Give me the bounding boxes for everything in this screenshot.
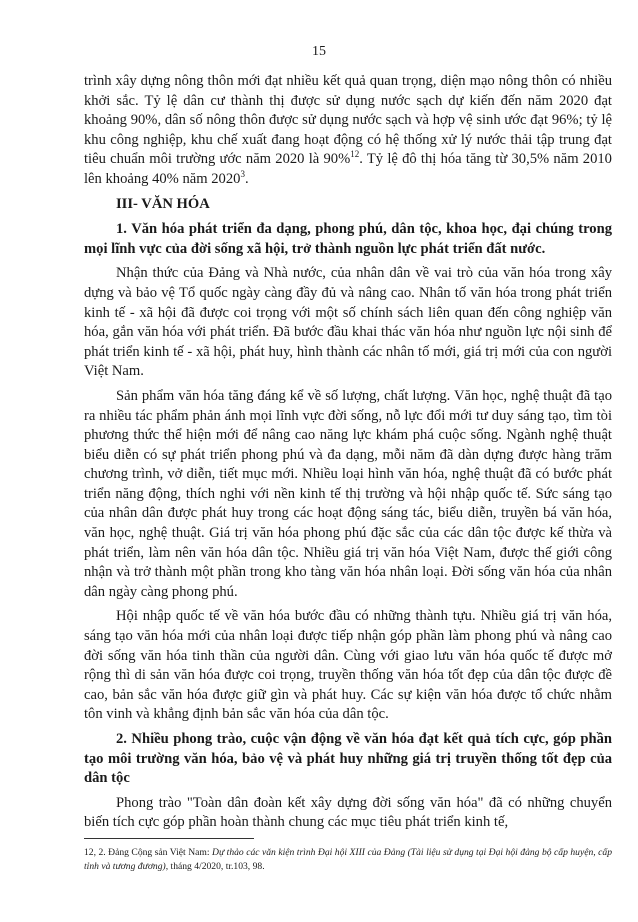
footnote (84, 846, 612, 874)
footnote-divider (84, 838, 254, 839)
subsection-heading-2: 2. Nhiều phong trào, cuộc vận động về văn hóa đạt kết quả tích cực, góp phần tạo môi trường văn hóa, bảo vệ và phát huy những giá trị truyền thống tốt đẹp của dân tộc (84, 731, 612, 787)
paragraph-text: trình xây dựng nông thôn mới đạt nhiều kết quả quan trọng, diện mạo nông thôn có nhiều khởi sắc. Tỷ lệ dân cư thành thị được sử dụng nước sạch dự kiến đến năm 2020 đạt khoảng 90%, dân số nông thôn được sử dụng nước sạch và hợp vệ sinh ước đạt 96%; tỷ lệ khu công nghiệp, khu chế xuất đang hoạt động có hệ thống xử lý nước thải tập trung đạt tiêu chuẩn môi trường ước năm 2020 là 90% (84, 73, 612, 168)
footnote-suffix: , tháng 4/2020, tr.103, 98. (165, 861, 265, 872)
paragraph: Nhận thức của Đảng và Nhà nước, của nhân dân về vai trò của văn hóa trong xây dựng và bảo vệ Tổ quốc ngày càng đầy đủ và nâng cao. Nhân tố văn hóa trong phát triển kinh tế - xã hội đã được coi trọng với một số chính sách liên quan đến công nghiệp văn hóa, gắn văn hóa với phát triển. Đã bước đầu khai thác văn hóa như nguồn lực nội sinh để phát triển kinh tế - xã hội, phát huy, hình thành các nhân tố mới, giá trị mới của con người Việt Nam. (84, 265, 612, 380)
footnote-title: Dự thảo các văn kiện trình Đại hội XIII của Đảng (Tài liệu sử dụng tại Đại hội đảng bộ cấp huyện, cấp tỉnh và tương đương) (84, 847, 613, 872)
page-content (84, 72, 612, 838)
paragraph-intro (84, 72, 612, 190)
footnote-ref-3[interactable]: 3 (240, 169, 245, 180)
footnote-prefix: 12, 2. Đảng Cộng sản Việt Nam: (84, 847, 213, 858)
paragraph-text: . Tỷ lệ đô thị hóa tăng từ 30,5% năm 2010 lên khoảng 40% năm 2020 (84, 151, 612, 187)
section-heading: III- VĂN HÓA (116, 195, 210, 212)
paragraph-text: . (244, 170, 249, 187)
paragraph: Hội nhập quốc tế về văn hóa bước đầu có những thành tựu. Nhiều giá trị văn hóa, sáng tạo văn hóa mới của nhân loại được tiếp nhận góp phần làm phong phú và nâng cao đời sống văn hóa tinh thần của người dân. Cùng với giao lưu văn hóa quốc tế được mở rộng thì di sản văn hóa được coi trọng, truyền thống văn hóa tốt đẹp của dân tộc được đề cao, bản sắc văn hóa được giữ gìn và phát huy. Các sự kiện văn hóa được tổ chức nhằm tôn vinh và khẳng định bản sắc văn hóa của dân tộc. (84, 608, 612, 723)
footnote-ref-12[interactable]: 12 (350, 149, 360, 160)
paragraph: Phong trào "Toàn dân đoàn kết xây dựng đời sống văn hóa" đã có những chuyển biến tích cực góp phần hoàn thành chung các mục tiêu phát triển kinh tế, (84, 794, 612, 831)
subsection-heading-1: 1. Văn hóa phát triển đa dạng, phong phú, dân tộc, khoa học, đại chúng trong mọi lĩnh vực của đời sống xã hội, trở thành nguồn lực phát triển đất nước. (84, 221, 612, 257)
paragraph: Sản phẩm văn hóa tăng đáng kể về số lượng, chất lượng. Văn học, nghệ thuật đã tạo ra nhiều tác phẩm phản ánh mọi lĩnh vực đời sống, nỗ lực đổi mới tư duy sáng tạo, tìm tòi phương thức thể hiện mới để nâng cao năng lực khám phá cuộc sống. Ngành nghệ thuật biểu diễn có sự phát triển phong phú và đa dạng, mỗi năm đã dàn dựng được hàng trăm chương trình, vở diễn, tiết mục mới. Nhiều loại hình văn hóa, nghệ thuật đã có bước phát triển năng động, thích nghi với nền kinh tế thị trường và hội nhập quốc tế. Sức sáng tạo của nhân dân được phát huy trong các hoạt động sáng tác, biểu diễn, truyền bá văn hóa, văn học, nghệ thuật. Giá trị văn hóa phong phú đặc sắc của các dân tộc được kế thừa và phát triển, làm nên văn hóa dân tộc. Nhiều giá trị văn hóa Việt Nam, được thế giới công nhận và trở thành một phần trong kho tàng văn hóa nhân loại. Đời sống văn hóa của nhân dân ngày càng phong phú. (84, 387, 612, 600)
page-number: 15 (312, 44, 326, 59)
